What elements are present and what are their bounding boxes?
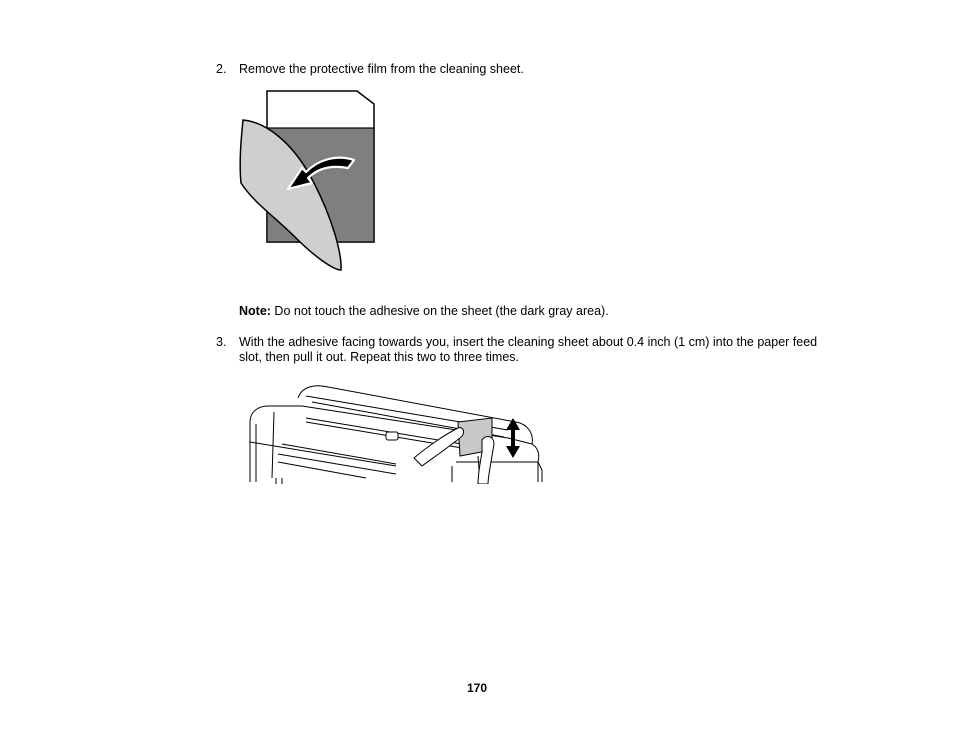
note-label: Note: [239, 304, 271, 318]
printer-paper-slot-illustration [246, 382, 544, 484]
note [239, 304, 609, 319]
knob [386, 432, 398, 440]
step-text: With the adhesive facing towards you, insert the cleaning sheet about 0.4 inch (1 cm) into the paper feed slot, then pull it out. Repeat this two to three times. [239, 335, 818, 364]
cleaning-sheet-peel-illustration [236, 88, 381, 274]
step-number: 3. [216, 335, 227, 349]
step-number: 2. [216, 62, 227, 76]
step-text: Remove the protective film from the cleaning sheet. [239, 62, 524, 76]
note-text: Do not touch the adhesive on the sheet (the dark gray area). [270, 304, 609, 318]
page-number: 170 [466, 681, 488, 695]
